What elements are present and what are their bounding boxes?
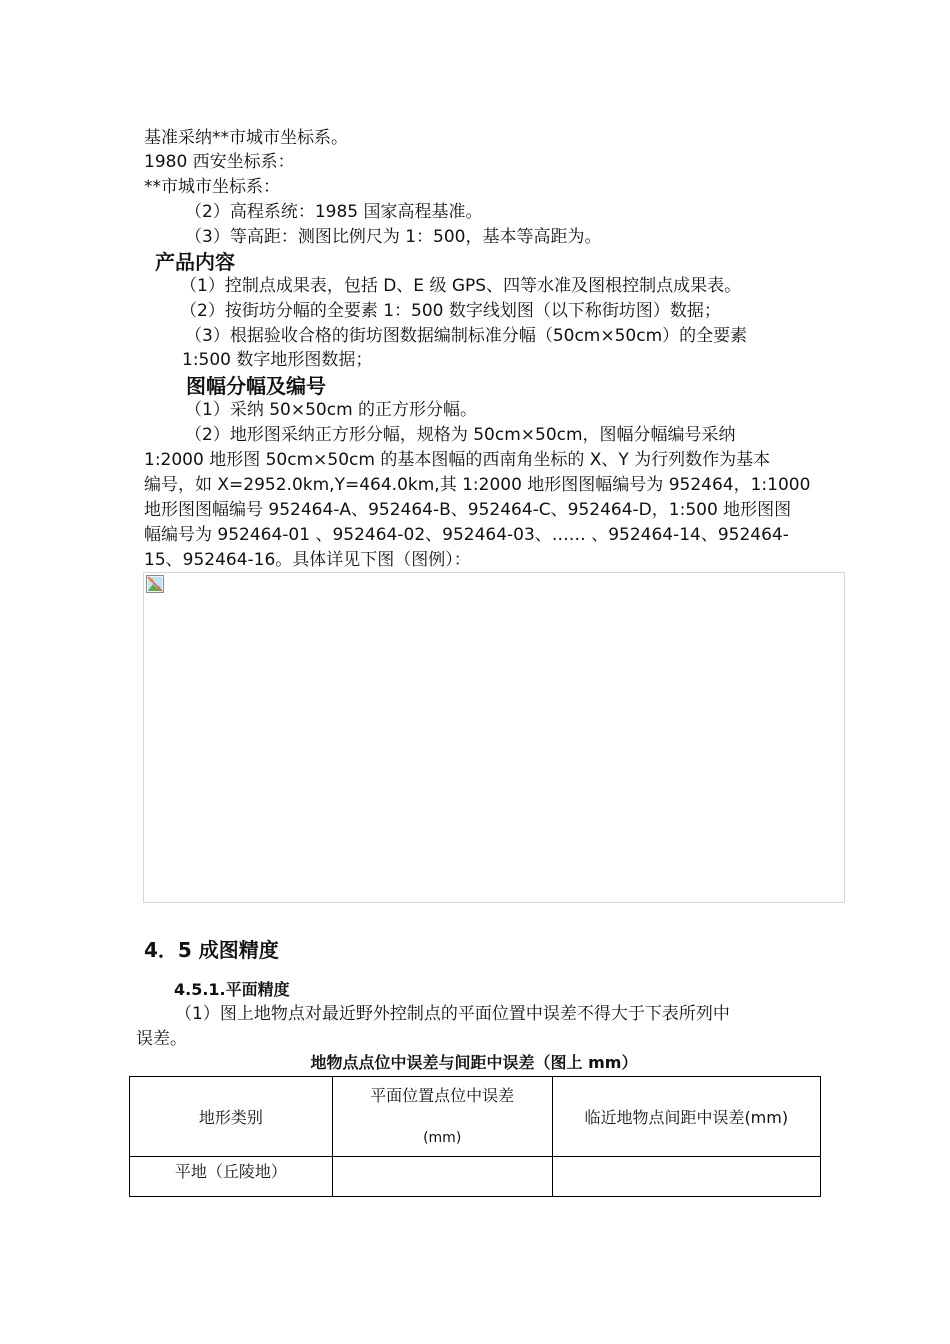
text-line: 1:2000 地形图 50cm×50cm 的基本图幅的西南角坐标的 X、Y 为行列数作为基本 [144,450,771,470]
text-line: （2）高程系统：1985 国家高程基准。 [185,202,483,222]
section-heading: 4．5 成图精度 [144,938,279,962]
cell-terrain: 平地（丘陵地） [130,1157,333,1197]
table-header-row [130,1077,821,1157]
text-line: （3）根据验收合格的街坊图数据编制标准分幅（50cm×50cm）的全要素 [185,326,748,346]
text-line: （1）采纳 50×50cm 的正方形分幅。 [185,400,478,420]
header-cell-spacing-error: 临近地物点间距中误差(mm) [552,1077,820,1157]
broken-image-icon [146,575,164,593]
text-line: （1）图上地物点对最近野外控制点的平面位置中误差不得大于下表所列中 [175,1004,730,1024]
table-caption: 地物点点位中误差与间距中误差（图上 mm） [310,1053,638,1072]
figure-placeholder [143,572,845,903]
text-line: （3）等高距：测图比例尺为 1：500，基本等高距为。 [185,227,602,247]
text-line: 误差。 [136,1029,187,1049]
text-line: 编号，如 X=2952.0km,Y=464.0km,其 1:2000 地形图图幅编号为 952464，1:1000 [144,475,811,495]
text-line: 地形图图幅编号 952464-A、952464-B、952464-C、952464-D，1:500 地形图图 [144,500,792,520]
text-line: （1）控制点成果表，包括 D、E 级 GPS、四等水准及图根控制点成果表。 [180,276,742,296]
header-unit: (mm) [423,1129,462,1146]
text-line: 基准采纳**市城市坐标系。 [144,128,348,148]
section-heading: 产品内容 [155,250,235,274]
table-row [130,1157,821,1197]
text-line: **市城市坐标系： [144,177,280,197]
text-line: 15、952464-16。具体详见下图（图例）： [144,550,471,570]
text-line: 幅编号为 952464-01 、952464-02、952464-03、…… 、952464-14、952464- [144,525,789,545]
text-line: 1:500 数字地形图数据； [182,350,373,370]
cell-point-error [332,1157,552,1197]
text-line: （2）按街坊分幅的全要素 1：500 数字线划图（以下称街坊图）数据； [180,301,721,321]
accuracy-table [129,1076,821,1197]
section-heading: 图幅分幅及编号 [186,374,326,398]
header-cell-terrain: 地形类别 [130,1077,333,1157]
cell-spacing-error [552,1157,820,1197]
header-text: 平面位置点位中误差 [370,1085,515,1105]
subsection-heading: 4.5.1.平面精度 [174,980,290,999]
header-cell-point-error [332,1077,552,1157]
text-line: （2）地形图采纳正方形分幅，规格为 50cm×50cm，图幅分幅编号采纳 [185,425,736,445]
text-line: 1980 西安坐标系： [144,152,295,172]
